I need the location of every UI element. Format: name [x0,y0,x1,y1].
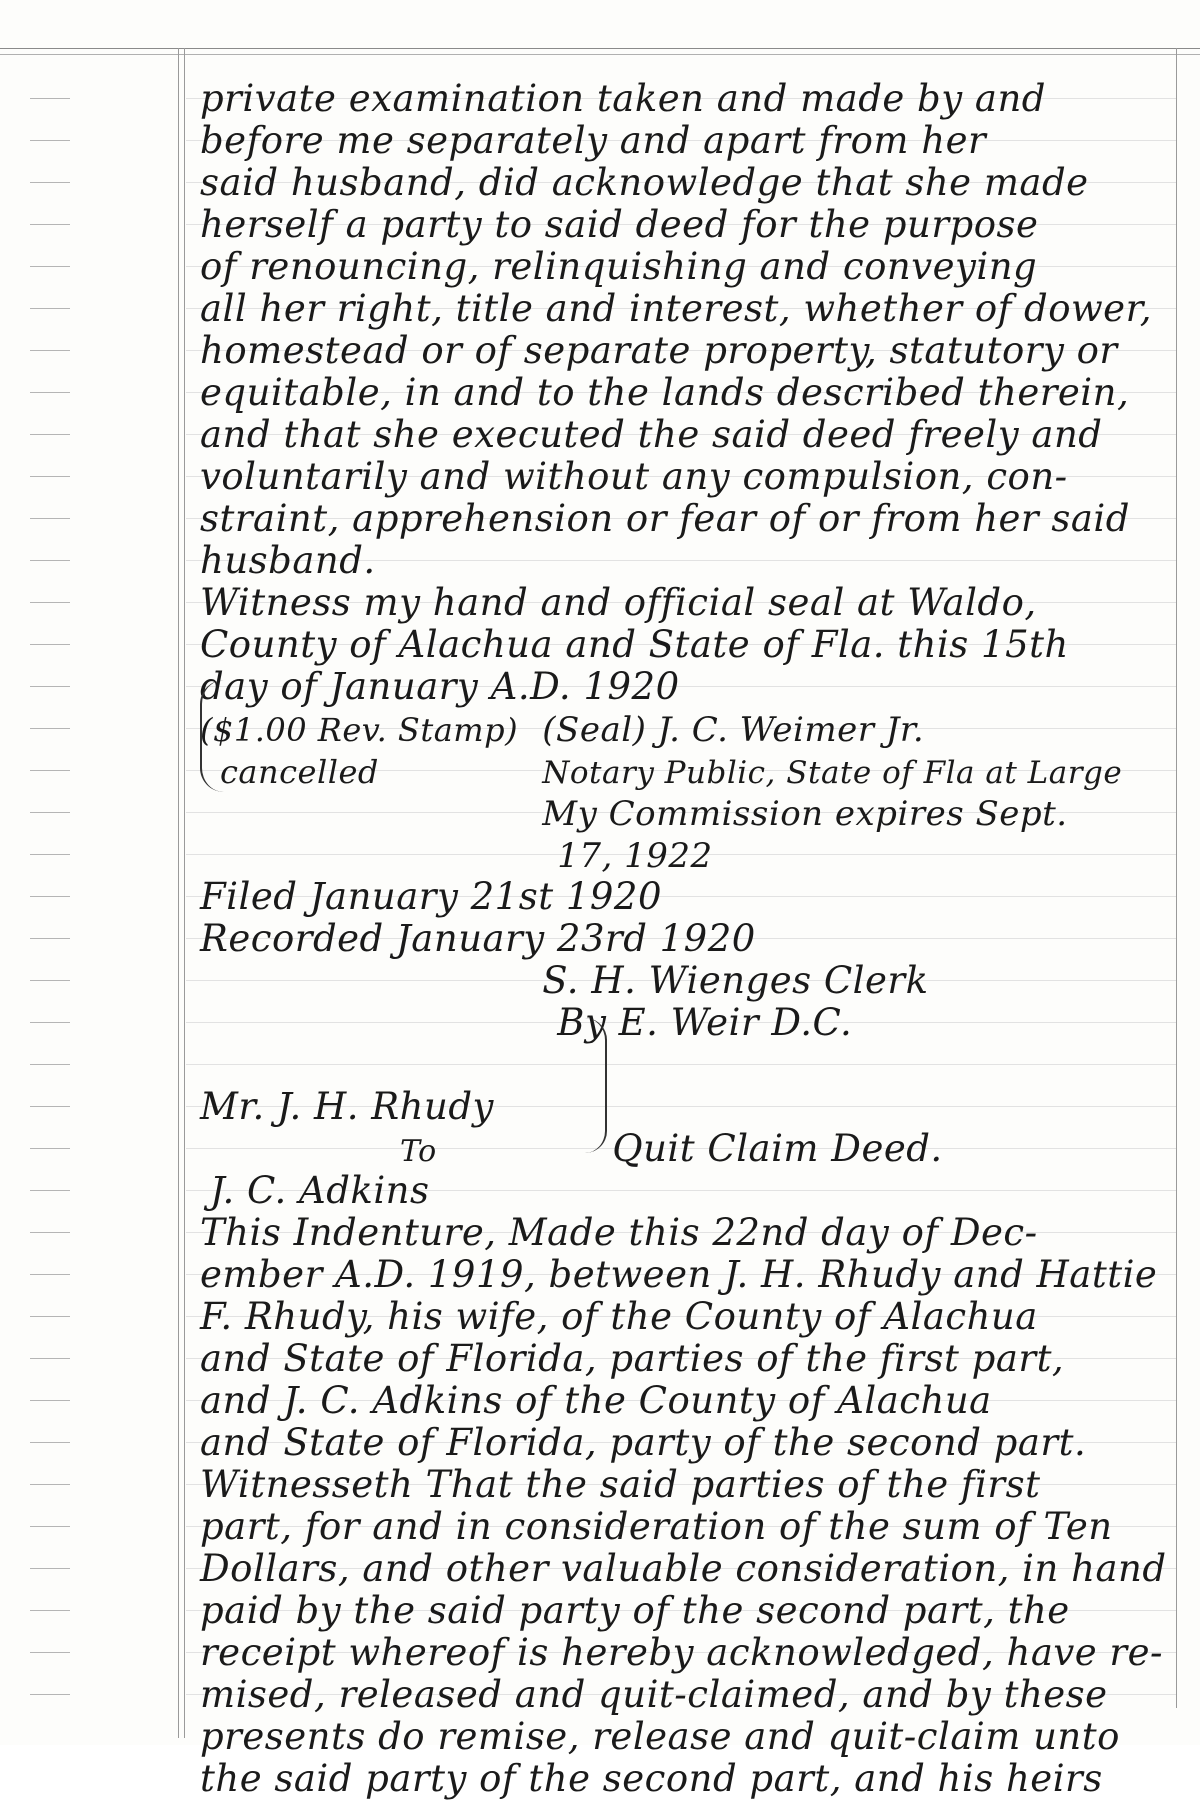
text-line: private examination taken and made by and [200,77,1046,120]
margin-tick [30,602,70,603]
margin-tick [30,1106,70,1107]
margin-tick [30,1358,70,1359]
margin-tick [30,728,70,729]
grantee-name: J. C. Adkins [210,1169,430,1212]
commission-expiry-date: 17, 1922 [557,836,713,876]
revenue-stamp-note: ($1.00 Rev. Stamp) [200,711,519,749]
margin-tick [30,1064,70,1065]
commission-date-line [200,834,1160,876]
stamp-seal-line [200,708,1160,750]
margin-tick [30,1442,70,1443]
margin-tick [30,1694,70,1695]
margin-line-right [1176,48,1177,1708]
deed-line: F. Rhudy, his wife, of the County of Alachua [200,1295,1038,1338]
clerk-signature: S. H. Wienges Clerk [542,959,929,1002]
text-line: all her right, title and interest, whether of dower, [200,287,1152,330]
deed-line: Dollars, and other valuable consideration, in hand [200,1547,1167,1590]
margin-tick [30,644,70,645]
margin-tick [30,1610,70,1611]
deed-line: and State of Florida, parties of the first part, [200,1337,1065,1380]
margin-tick [30,1652,70,1653]
margin-tick [30,182,70,183]
record-text [200,77,1167,1800]
margin-tick [30,1316,70,1317]
margin-tick [30,476,70,477]
text-line: herself a party to said deed for the purpose [200,203,1039,246]
margin-tick [30,686,70,687]
notary-title: Notary Public, State of Fla at Large [542,755,1123,791]
text-line: voluntarily and without any compulsion, con- [200,455,1068,498]
margin-tick [30,812,70,813]
grantor-name: Mr. J. H. Rhudy [200,1085,494,1128]
margin-tick [30,1148,70,1149]
blank-line [200,1044,1160,1086]
deed-line: mised, released and quit-claimed, and by these [200,1673,1108,1716]
deed-title: Quit Claim Deed. [612,1127,943,1170]
margin-tick [30,1484,70,1485]
recorded-line: Recorded January 23rd 1920 [200,917,756,960]
deputy-line [200,1002,1160,1044]
deed-line: presents do remise, release and quit-claim unto [200,1715,1120,1758]
text-line: said husband, did acknowledge that she made [200,161,1089,204]
commission-line [200,792,1160,834]
grantee-line [200,1170,1160,1212]
to-line [200,1128,1160,1170]
deed-line: and J. C. Adkins of the County of Alachua [200,1379,992,1422]
margin-tick [30,140,70,141]
margin-tick [30,770,70,771]
clerk-line [200,960,1160,1002]
grantor-to: To [400,1134,437,1169]
margin-tick [30,938,70,939]
margin-tick [30,560,70,561]
margin-tick [30,518,70,519]
margin-tick [30,1526,70,1527]
witness-line: Witness my hand and official seal at Waldo, [200,581,1037,624]
deed-line: part, for and in consideration of the sum of Ten [200,1505,1113,1548]
margin-tick [30,1190,70,1191]
deed-line: Witnesseth That the said parties of the first [200,1463,1041,1506]
text-line: straint, apprehension or fear of or from her said [200,497,1130,540]
margin-tick [30,98,70,99]
margin-tick [30,896,70,897]
text-line: before me separately and apart from her [200,119,987,162]
margin-tick [30,308,70,309]
text-line: and that she executed the said deed freely and [200,413,1103,456]
margin-tick [30,1274,70,1275]
grantor-line [200,1086,1160,1128]
margin-tick [30,980,70,981]
deed-brace [585,1018,607,1153]
margin-tick [30,392,70,393]
filed-line: Filed January 21st 1920 [200,875,663,918]
stamp-parenthesis [200,680,226,792]
margin-line-left [178,48,179,1738]
margin-tick [30,1232,70,1233]
date-line: day of January A.D. 1920 [200,665,680,708]
margin-tick [30,266,70,267]
margin-tick [30,1400,70,1401]
margin-tick [30,434,70,435]
text-line: homestead or of separate property, statutory or [200,329,1118,372]
cancelled-notary-line [200,750,1160,792]
deed-line: the said party of the second part, and his heirs [200,1757,1103,1800]
deed-line: ember A.D. 1919, between J. H. Rhudy and Hattie [200,1253,1158,1296]
commission-expiry: My Commission expires Sept. [542,794,1068,834]
deed-line: This Indenture, Made this 22nd day of Dec- [200,1211,1038,1254]
stamp-cancelled: cancelled [220,753,379,791]
top-rule-secondary [0,54,1200,55]
deed-line: receipt whereof is hereby acknowledged, have re- [200,1631,1164,1674]
text-line: equitable, in and to the lands described therein, [200,371,1130,414]
text-line: husband. [200,539,376,582]
notary-signature: (Seal) J. C. Weimer Jr. [542,710,925,750]
text-line: of renouncing, relinquishing and conveying [200,245,1038,288]
margin-tick [30,1568,70,1569]
deed-line: paid by the said party of the second part, the [200,1589,1070,1632]
deed-line: and State of Florida, party of the second part. [200,1421,1087,1464]
margin-tick [30,854,70,855]
margin-line-left-inner [184,48,185,1738]
top-rule [0,48,1200,49]
deputy-signature: By E. Weir D.C. [557,1001,853,1044]
margin-tick [30,350,70,351]
margin-tick [30,1022,70,1023]
margin-tick [30,224,70,225]
county-line: County of Alachua and State of Fla. this 15th [200,623,1069,666]
